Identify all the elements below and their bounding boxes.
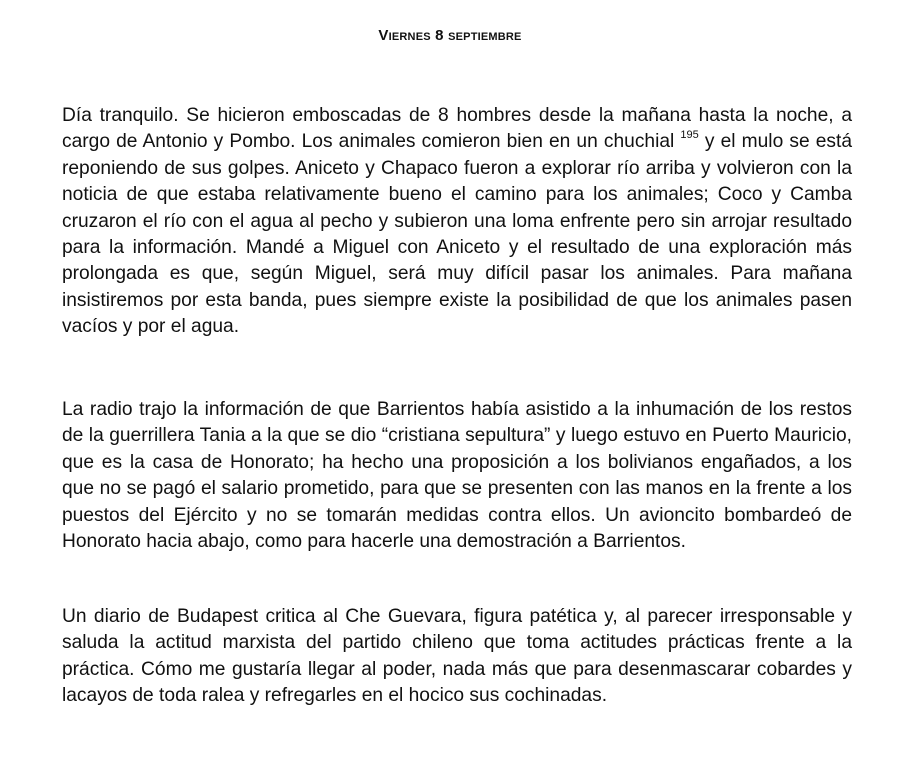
- date-heading: [0, 27, 900, 44]
- heading-day: 8: [435, 27, 444, 44]
- footnote-marker: 195: [680, 129, 699, 142]
- paragraph-1-text-a: Día tranquilo. Se hicieron emboscadas de 8 hombres desde la mañana hasta la noche, a cargo de Antonio y Pombo. Los animales comieron bien en un chuchial: [62, 105, 852, 153]
- heading-weekday: Viernes: [378, 27, 431, 44]
- paragraph-1: [62, 103, 852, 341]
- paragraph-2: La radio trajo la información de que Barrientos había asistido a la inhumación de los restos de la guerrillera Tania a la que se dio “cristiana sepultura” y luego estuvo en Puerto Mauricio, que es la casa de Honorato; ha hecho una proposición a los bolivianos engañados, a los que no se pagó el salario prometido, para que se presenten con las manos en la frente a los puestos del Ejército y no se tomarán medidas contra ellos. Un avioncito bombardeó de Honorato hacia abajo, como para hacerle una demostración a Barrientos.: [62, 399, 852, 553]
- heading-month: septiembre: [448, 27, 522, 44]
- paragraph-3: Un diario de Budapest critica al Che Guevara, figura patética y, al parecer irresponsable y saluda la actitud marxista del partido chileno que toma actitudes prácticas frente a la práctica. Cómo me gustaría llegar al poder, nada más que para desenmascarar cobardes y lacayos de toda ralea y refregarles en el hocico sus cochinadas.: [62, 606, 852, 707]
- paragraph-1-text-b: y el mulo se está reponiendo de sus golpes. Aniceto y Chapaco fueron a explorar río arriba y volvieron con la noticia de que estaba relativamente bueno el camino para los animales; Coco y Camba cruzaron el río con el agua al pecho y subieron una loma enfrente pero sin arrojar resultado para la información. Mandé a Miguel con Aniceto y el resultado de una exploración más prolongada es que, según Miguel, será muy difícil pasar los animales. Para mañana insistiremos por esta banda, pues siempre existe la posibilidad de que los animales pasen vacíos y por el agua.: [62, 131, 852, 338]
